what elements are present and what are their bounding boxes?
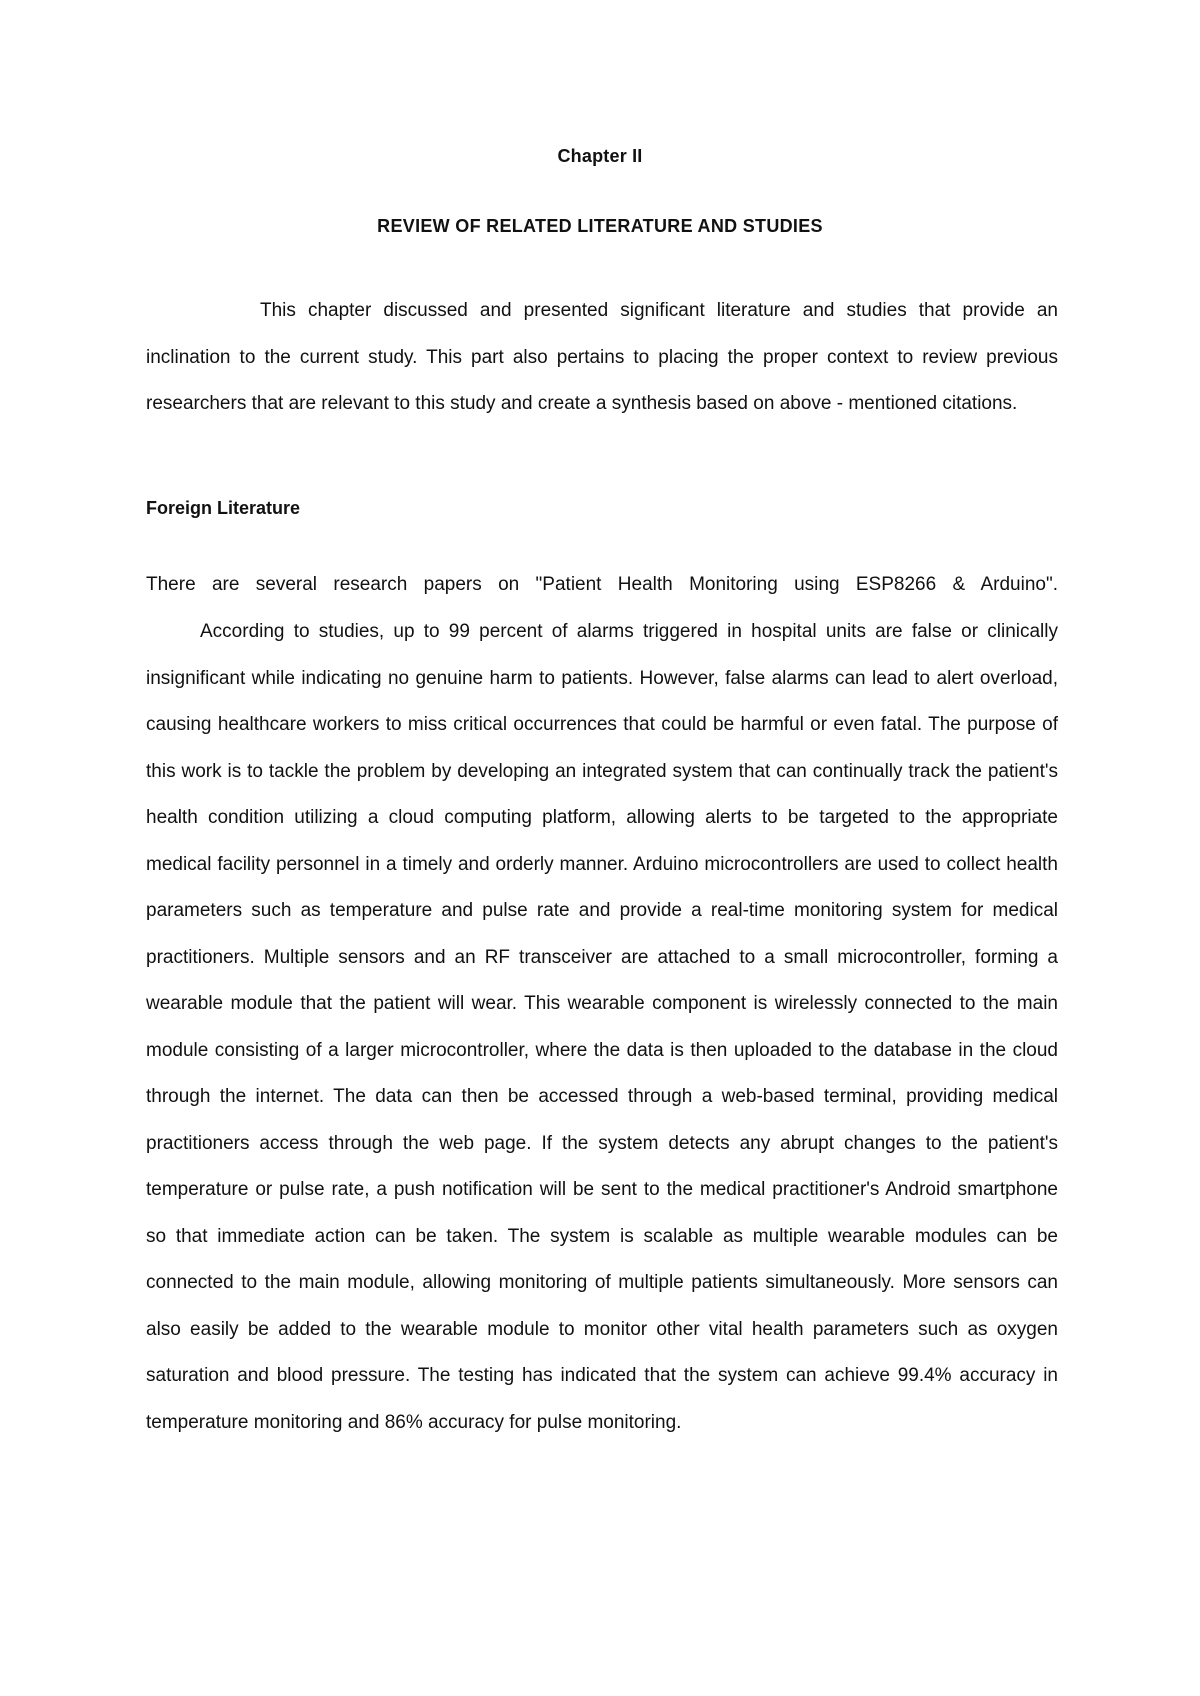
foreign-lead-paragraph: There are several research papers on "Patient Health Monitoring using ESP8266 & Arduino". xyxy=(146,574,1058,595)
chapter-label: Chapter II xyxy=(557,146,643,166)
foreign-literature-paragraph: According to studies, up to 99 percent of alarms triggered in hospital units are false or clinically insignificant while indicating no genuine harm to patients. However, false alarms can lead to alert overload, causing healthcare workers to miss critical occurrences that could be harmful or even fatal. The purpose of this work is to tackle the problem by developing an integrated system that can continually track the patient's health condition utilizing a cloud computing platform, allowing alerts to be targeted to the appropriate medical facility personnel in a timely and orderly manner. Arduino microcontrollers are used to collect health parameters such as temperature and pulse rate and provide a real-time monitoring system for medical practitioners. Multiple sensors and an RF transceiver are attached to a small microcontroller, forming a wearable module that the patient will wear. This wearable component is wirelessly connected to the main module consisting of a larger microcontroller, where the data is then uploaded to the database in the cloud through the internet. The data can then be accessed through a web-based terminal, providing medical practitioners access through the web page. If the system detects any abrupt changes to the patient's temperature or pulse rate, a push notification will be sent to the medical practitioner's Android smartphone so that immediate action can be taken. The system is scalable as multiple wearable modules can be connected to the main module, allowing monitoring of multiple patients simultaneously. More sensors can also easily be added to the wearable module to monitor other vital health parameters such as oxygen saturation and blood pressure. The testing has indicated that the system can achieve 99.4% accuracy in temperature monitoring and 86% accuracy for pulse monitoring. xyxy=(146,621,1058,1433)
chapter-title: REVIEW OF RELATED LITERATURE AND STUDIES xyxy=(377,216,823,236)
section-heading: Foreign Literature xyxy=(146,498,301,518)
intro-paragraph: This chapter discussed and presented significant literature and studies that provide an inclination to the current study. This part also pertains to placing the proper context to review previous researchers that are relevant to this study and create a synthesis based on above - mentioned citations. xyxy=(146,300,1058,414)
